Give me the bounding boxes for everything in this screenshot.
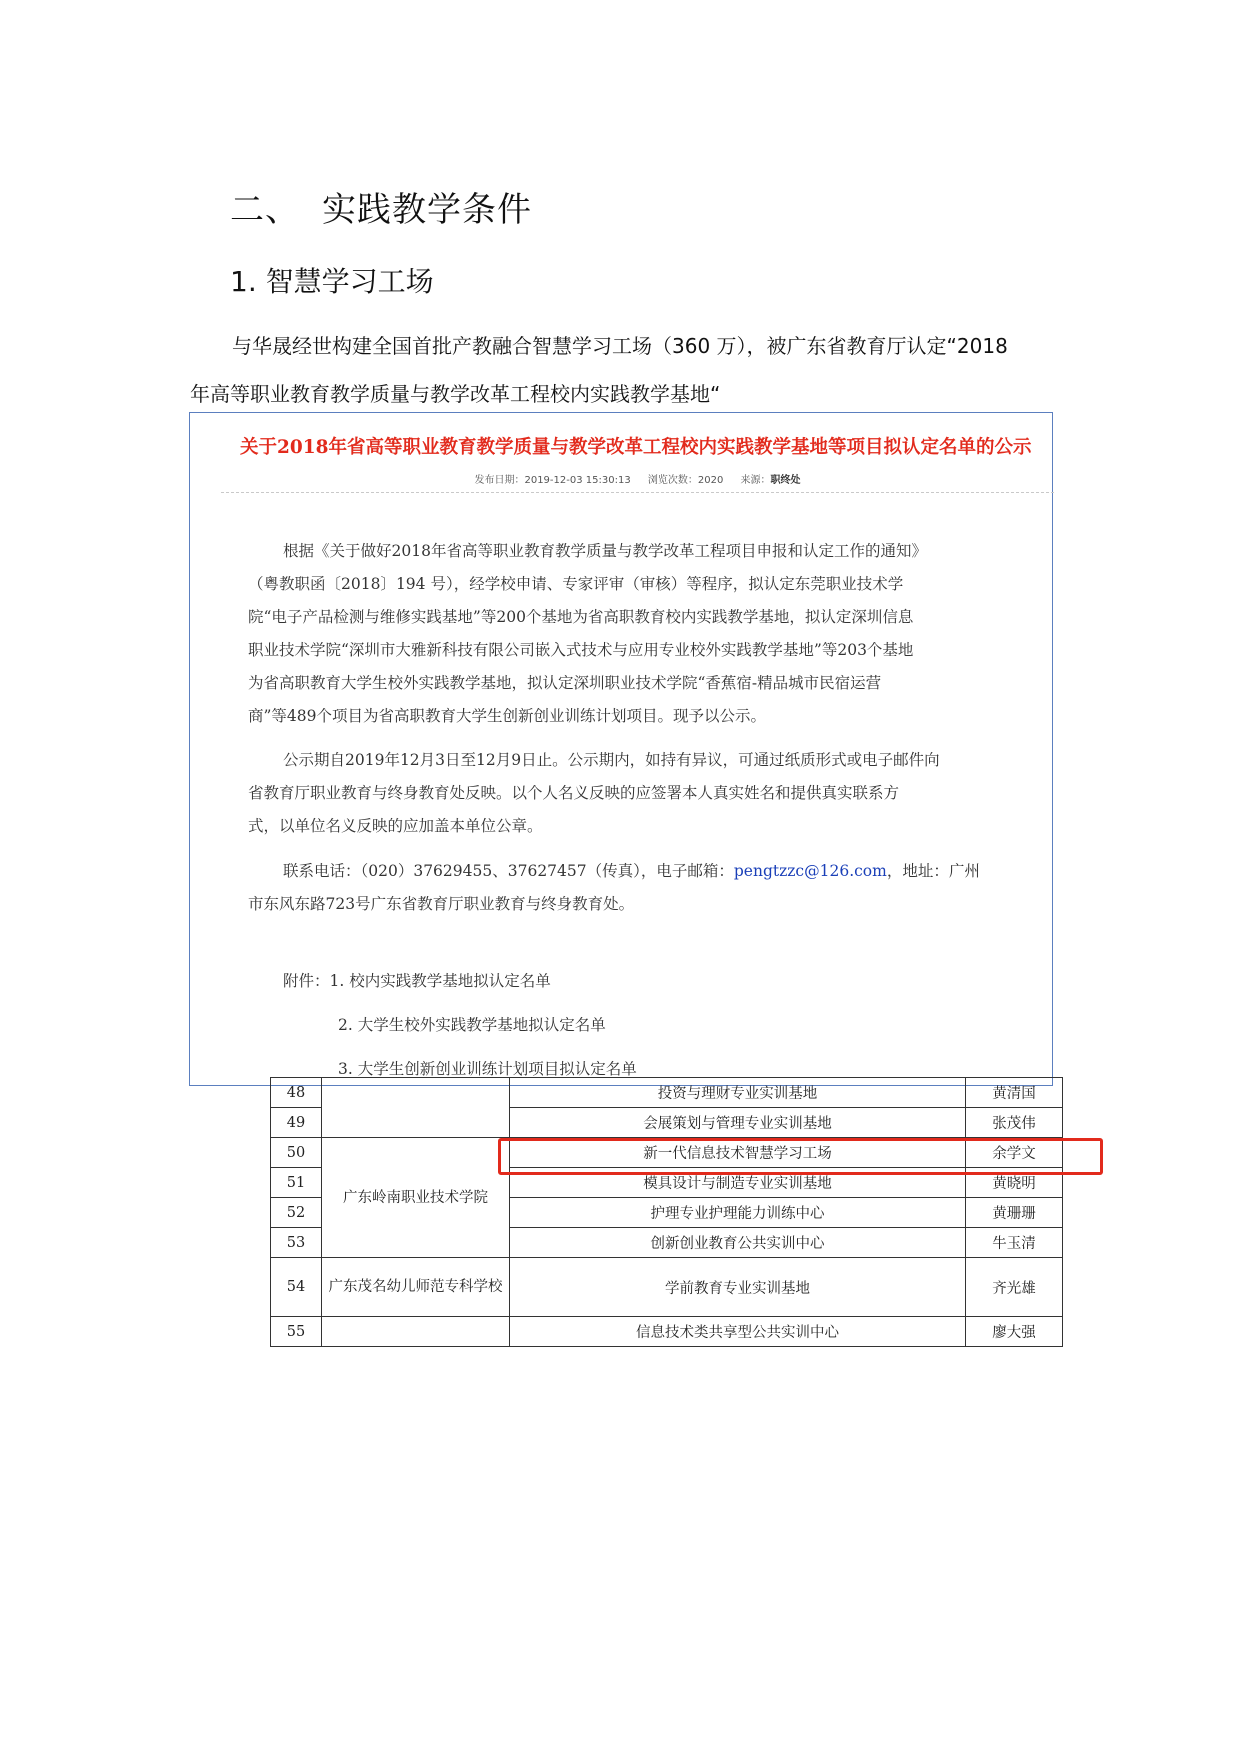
school-cell: 广东茂名幼儿师范专科学校 [322, 1258, 510, 1317]
notice-body-line: 院“电子产品检测与维修实践基地”等200个基地为省高职教育校内实践教学基地，拟认定深圳信息 [248, 608, 914, 626]
attachment-item: 附件：1. 校内实践教学基地拟认定名单 [283, 972, 551, 990]
table-row [271, 1317, 1063, 1347]
contact-prefix: 联系电话：（020）37629455、37627457（传真），电子邮箱： [283, 862, 734, 880]
base-name: 护理专业护理能力训练中心 [510, 1198, 966, 1228]
table-row [271, 1078, 1063, 1108]
base-name: 信息技术类共享型公共实训中心 [510, 1317, 966, 1347]
publish-date: 2019-12-03 15:30:13 [524, 475, 631, 486]
notice-body-line: 省教育厅职业教育与终身教育处反映。以个人名义反映的应签署本人真实姓名和提供真实联系方 [248, 784, 900, 802]
base-list-table-screenshot [270, 1084, 1070, 1347]
person-in-charge: 廖大强 [966, 1317, 1063, 1347]
person-in-charge: 黄晓明 [966, 1168, 1063, 1198]
attachment-item: 3. 大学生创新创业训练计划项目拟认定名单 [338, 1060, 637, 1078]
notice-body-line: 式，以单位名义反映的应加盖本单位公章。 [248, 817, 543, 835]
school-cell [322, 1078, 510, 1138]
intro-paragraph-line-2: 年高等职业教育教学质量与教学改革工程校内实践教学基地“ [190, 382, 721, 406]
base-name: 新一代信息技术智慧学习工场 [510, 1138, 966, 1168]
row-number: 51 [271, 1168, 322, 1198]
view-count: 2020 [697, 475, 724, 486]
row-number: 53 [271, 1228, 322, 1258]
row-number: 48 [271, 1078, 322, 1108]
person-in-charge: 牛玉清 [966, 1228, 1063, 1258]
base-name: 投资与理财专业实训基地 [510, 1078, 966, 1108]
email-link[interactable]: pengtzzc@126.com [733, 862, 887, 880]
school-cell: 广东岭南职业技术学院 [322, 1138, 510, 1258]
person-in-charge: 黄珊珊 [966, 1198, 1063, 1228]
base-list-table [270, 1077, 1063, 1347]
contact-suffix: ，地址：广州 [886, 862, 980, 880]
views-label: 浏览次数： [647, 475, 698, 486]
notice-body-line: 根据《关于做好2018年省高等职业教育教学质量与教学改革工程项目申报和认定工作的通知》 [283, 542, 927, 560]
notice-body-line: （粤教职函〔2018〕194 号），经学校申请、专家评审（审核）等程序，拟认定东莞职业技术学 [248, 575, 904, 593]
notice-meta [221, 470, 1054, 493]
row-number: 55 [271, 1317, 322, 1347]
notice-body-line: 职业技术学院“深圳市大雅新科技有限公司嵌入式技术与应用专业校外实践教学基地”等203个基地 [248, 641, 914, 659]
date-label: 发布日期： [474, 475, 525, 486]
row-number: 49 [271, 1108, 322, 1138]
notice-body-line: 商”等489个项目为省高职教育大学生创新创业训练计划项目。现予以公示。 [248, 707, 767, 725]
contact-line-2: 市东风东路723号广东省教育厅职业教育与终身教育处。 [248, 895, 635, 913]
source-label: 来源： [740, 475, 771, 486]
base-name: 模具设计与制造专业实训基地 [510, 1168, 966, 1198]
subsection-heading: 1. 智慧学习工场 [230, 265, 434, 298]
section-number: 二、 [230, 190, 300, 230]
contact-line [283, 859, 980, 881]
notice-body-line: 为省高职教育大学生校外实践教学基地，拟认定深圳职业技术学院“香蕉宿-精品城市民宿运营 [248, 674, 882, 692]
attachment-item: 2. 大学生校外实践教学基地拟认定名单 [338, 1016, 606, 1034]
notice-screenshot [189, 412, 1053, 1086]
school-cell [322, 1317, 510, 1347]
source-value: 职终处 [770, 475, 801, 486]
intro-paragraph-line-1: 与华晟经世构建全国首批产教融合智慧学习工场（360 万），被广东省教育厅认定“2018 [232, 334, 1008, 358]
row-number: 50 [271, 1138, 322, 1168]
person-in-charge: 齐光雄 [966, 1258, 1063, 1317]
person-in-charge: 张茂伟 [966, 1108, 1063, 1138]
base-name: 会展策划与管理专业实训基地 [510, 1108, 966, 1138]
notice-body-line: 公示期自2019年12月3日至12月9日止。公示期内，如持有异议，可通过纸质形式或电子邮件向 [283, 751, 940, 769]
table-row [271, 1258, 1063, 1317]
notice-title: 关于2018年省高等职业教育教学质量与教学改革工程校内实践教学基地等项目拟认定名单的公示 [240, 437, 1032, 458]
person-in-charge: 黄清国 [966, 1078, 1063, 1108]
highlight-box [498, 1138, 1103, 1175]
row-number: 52 [271, 1198, 322, 1228]
person-in-charge: 余学文 [966, 1138, 1063, 1168]
row-number: 54 [271, 1258, 322, 1317]
section-title: 实践教学条件 [322, 190, 532, 230]
base-name: 学前教育专业实训基地 [510, 1258, 966, 1317]
section-heading [230, 182, 532, 231]
base-name: 创新创业教育公共实训中心 [510, 1228, 966, 1258]
